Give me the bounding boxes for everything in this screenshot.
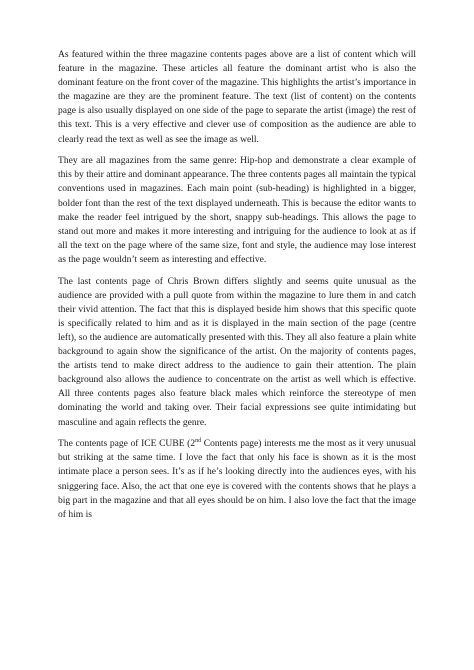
paragraph-2: They are all magazines from the same genre: Hip-hop and demonstrate a clear example of this by their attire and dominant appearance. The three contents pages all maintain the typical conventions used in magazines. Each main point (sub-heading) is highlighted in a bigger, bolder font than the rest of the text displayed underneath. This is because the editor wants to make the reader feel intrigued by the short, snappy sub-headings. This allows the page to stand out more and makes it more interesting and intriguing for the audience to look at as if all the text on the page where of the same size, font and style, the audience may lose interest as the page wouldn’t seem as interesting and effective. [58,155,416,265]
paragraph-4 [58,437,416,522]
document-page [58,48,416,529]
paragraph-1: As featured within the three magazine contents pages above are a list of content which will feature in the magazine. These articles all feature the dominant artist who is also the dominant feature on the front cover of the magazine. This highlights the artist’s importance in the magazine are they are the prominent feature. The text (list of content) on the contents page is also usually displayed on one side of the page to separate the artist (image) the rest of this text. This is a very effective and clever use of composition as the audience are able to clearly read the text as well as see the image as well. [58,49,416,145]
paragraph-4-rest: Contents page) interests me the most as it very unusual but striking at the same time. I love the fact that only his face is shown as it is the most intimate place a person sees. It’s as if he’s looking directly into the audiences eyes, with his sniggering face. Also, the act that one eye is covered with the contents shows that he plays a big part in the magazine and that all eyes should be on him. I also love the fact that the image of him is [58,438,416,520]
paragraph-4-superscript: nd [195,438,202,445]
paragraph-3: The last contents page of Chris Brown differs slightly and seems quite unusual as the audience are provided with a pull quote from within the magazine to lure them in and catch their vivid attention. The fact that this is displayed beside him shows that this specific quote is specifically related to him and as it is displayed in the main section of the page (centre left), so the audience are automatically presented with this. They all also feature a plain white background to again show the significance of the artist. On the majority of contents pages, the artists tend to make direct address to the audience to gain their attention. The plain background also allows the audience to concentrate on the artist as well which is effective. All three contents pages also feature black males which reinforce the stereotype of men dominating the world and taking over. Their facial expressions see quite intimidating but masculine and again reflects the genre. [58,275,416,428]
paragraph-4-start: The contents page of ICE CUBE (2 [58,438,196,450]
